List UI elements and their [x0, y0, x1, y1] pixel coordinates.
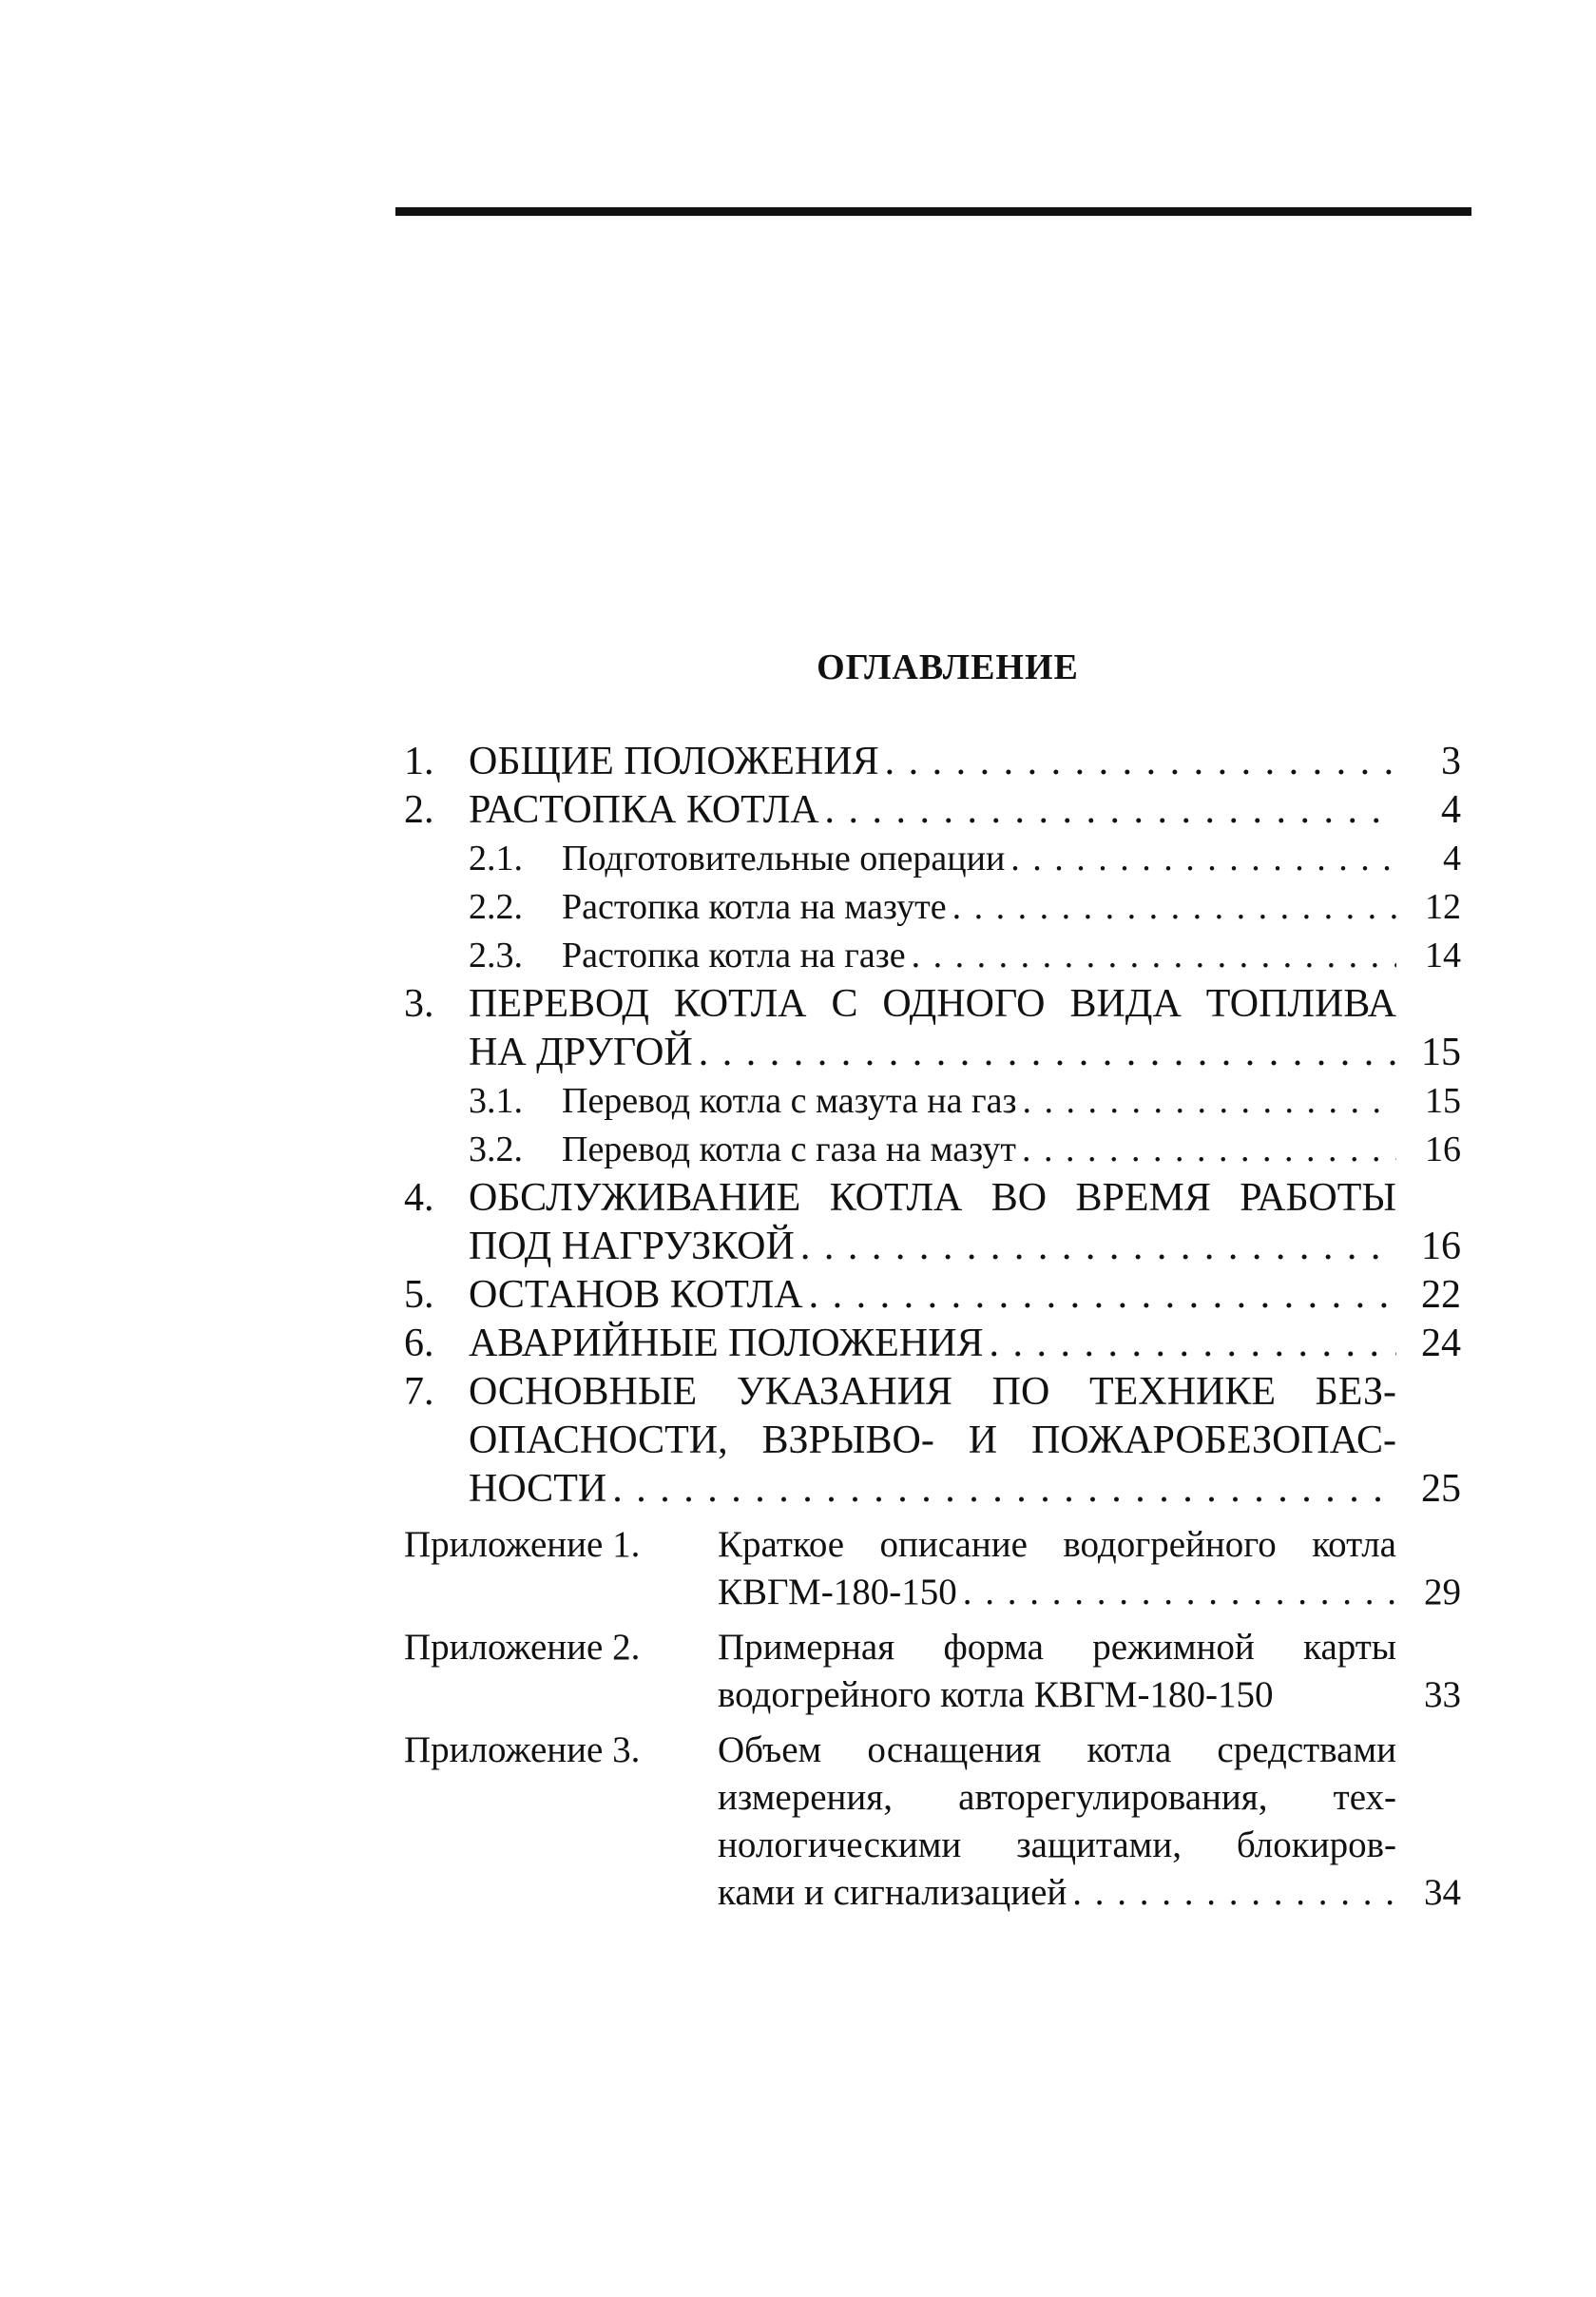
- toc-subentry: [404, 1077, 1461, 1126]
- toc-entry: [404, 1271, 1461, 1320]
- dot-leader: [952, 883, 1396, 932]
- dot-leader: [809, 1271, 1396, 1320]
- toc-appendix-entry: [404, 1521, 1461, 1616]
- dot-leader: [885, 738, 1396, 786]
- toc-entry-number: 4.: [404, 1176, 434, 1220]
- toc-appendix-entry: [404, 1624, 1461, 1719]
- dot-leader: [800, 1223, 1396, 1271]
- toc-entry-title-line: ОПАСНОСТИ, ВЗРЫВО- И ПОЖАРОБЕЗОПАС-: [469, 1419, 1396, 1462]
- toc-entry-page: 24: [1421, 1322, 1461, 1365]
- toc-entry: [404, 1320, 1461, 1368]
- toc-entry-title: ками и сигнализацией: [718, 1872, 1067, 1913]
- toc-entry: [404, 980, 1461, 1077]
- toc-entry-number: 3.1.: [469, 1081, 523, 1121]
- toc-entry-number: 5.: [404, 1273, 434, 1317]
- toc-entry-number: 7.: [404, 1370, 434, 1414]
- toc-entry-page: 15: [1421, 1031, 1461, 1074]
- toc-subentry: [404, 835, 1461, 883]
- toc-entry-title: РАСТОПКА КОТЛА: [469, 788, 819, 832]
- toc-entry-page: 4: [1443, 839, 1461, 878]
- toc-entry-title: водогрейного котла КВГМ-180-150: [718, 1674, 1274, 1715]
- toc-entry: [404, 1368, 1461, 1514]
- toc-entry-title: Перевод котла с газа на мазут: [562, 1129, 1016, 1169]
- toc-entry-number: 6.: [404, 1322, 434, 1365]
- dot-leader: [1072, 1869, 1396, 1917]
- toc-entry-title: НОСТИ: [469, 1467, 607, 1511]
- toc-entry-page: 12: [1425, 887, 1461, 927]
- toc-entry-page: 33: [1424, 1674, 1461, 1715]
- toc-entry-page: 29: [1424, 1572, 1461, 1612]
- toc-entry-page: 16: [1425, 1129, 1461, 1169]
- toc-entry-number: 2.1.: [469, 839, 523, 878]
- toc-title: ОГЛАВЛЕНИЕ: [817, 647, 1079, 687]
- toc-entry-page: 34: [1424, 1872, 1461, 1913]
- toc-entry: [404, 1174, 1461, 1271]
- toc-subentry: [404, 932, 1461, 980]
- toc-entry-title-line: ОСНОВНЫЕ УКАЗАНИЯ ПО ТЕХНИКЕ БЕЗ-: [469, 1370, 1396, 1414]
- toc-entry-title: Подготовительные операции: [562, 839, 1006, 878]
- toc-appendix-label: Приложение 2.: [404, 1627, 641, 1668]
- toc-entry-number: 2.3.: [469, 936, 523, 975]
- toc-appendix-label: Приложение 3.: [404, 1729, 641, 1770]
- toc-entry-page: 16: [1421, 1225, 1461, 1268]
- dot-leader: [1022, 1077, 1396, 1126]
- toc-entry-title-line: Краткое описание водогрейного котла: [718, 1524, 1396, 1565]
- toc-entry-title: ОБЩИЕ ПОЛОЖЕНИЯ: [469, 740, 879, 783]
- dot-leader: [912, 932, 1396, 980]
- toc-entry-title: КВГМ-180-150: [718, 1572, 957, 1612]
- dot-leader: [989, 1320, 1396, 1368]
- toc-entry-title-line: Объем оснащения котла средствами: [718, 1729, 1396, 1770]
- toc-entry-title: ПОД НАГРУЗКОЙ: [469, 1225, 795, 1268]
- toc-entry-page: 4: [1441, 788, 1461, 832]
- dot-leader: [699, 1029, 1396, 1077]
- toc-entry-number: 2.2.: [469, 887, 523, 927]
- dot-leader: [825, 786, 1396, 835]
- toc-subentry: [404, 1126, 1461, 1174]
- dot-leader: [1010, 835, 1396, 883]
- toc-entry-title-line: ОБСЛУЖИВАНИЕ КОТЛА ВО ВРЕМЯ РАБОТЫ: [469, 1176, 1396, 1220]
- toc-entry-title-line: измерения, авторегулирования, тех-: [718, 1777, 1396, 1818]
- toc-entry-number: 3.: [404, 982, 434, 1026]
- toc-entry-title: Растопка котла на мазуте: [562, 887, 947, 927]
- toc-entry-title: Растопка котла на газе: [562, 936, 906, 975]
- table-of-contents: [404, 647, 1461, 1917]
- toc-entry-page: 3: [1441, 740, 1461, 783]
- toc-entry: [404, 786, 1461, 835]
- toc-entry-number: 3.2.: [469, 1129, 523, 1169]
- toc-entry-number: 2.: [404, 788, 434, 832]
- toc-entry: [404, 738, 1461, 786]
- toc-entry-title-line: ПЕРЕВОД КОТЛА С ОДНОГО ВИДА ТОПЛИВА: [469, 982, 1396, 1026]
- dot-leader: [963, 1569, 1396, 1616]
- toc-entry-title: НА ДРУГОЙ: [469, 1031, 693, 1074]
- toc-entry-page: 15: [1425, 1081, 1461, 1121]
- top-rule: [395, 207, 1471, 216]
- toc-subentry: [404, 883, 1461, 932]
- toc-appendix-entry: [404, 1727, 1461, 1917]
- toc-entry-title: АВАРИЙНЫЕ ПОЛОЖЕНИЯ: [469, 1322, 984, 1365]
- toc-entry-page: 25: [1421, 1467, 1461, 1511]
- dot-leader: [1022, 1126, 1396, 1174]
- dot-leader: [612, 1465, 1396, 1514]
- toc-appendix-label: Приложение 1.: [404, 1524, 641, 1565]
- toc-entry-title: ОСТАНОВ КОТЛА: [469, 1273, 803, 1317]
- toc-entry-page: 22: [1421, 1273, 1461, 1317]
- toc-entry-title-line: Примерная форма режимной карты: [718, 1627, 1396, 1668]
- toc-entry-title: Перевод котла с мазута на газ: [562, 1081, 1017, 1121]
- toc-entry-title-line: нологическими защитами, блокиров-: [718, 1824, 1396, 1865]
- toc-entry-number: 1.: [404, 740, 434, 783]
- toc-entry-page: 14: [1425, 936, 1461, 975]
